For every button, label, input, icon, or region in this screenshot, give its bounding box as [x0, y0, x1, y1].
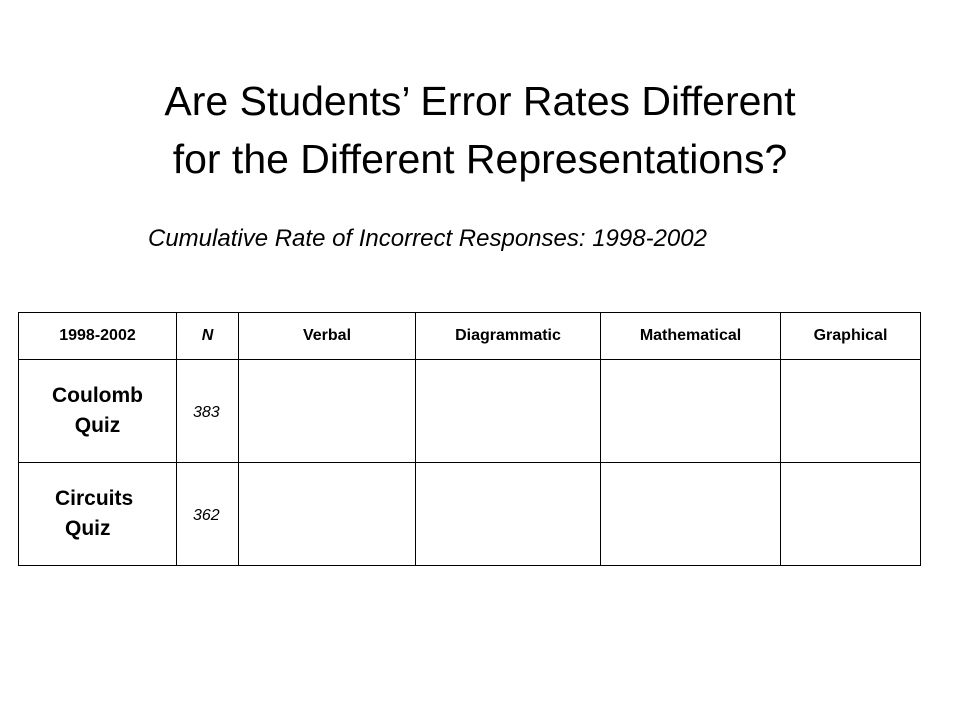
verbal-cell [239, 463, 416, 566]
mathematical-cell [601, 360, 781, 463]
row-label-circuits [19, 463, 177, 566]
row-label-line-2: Quiz [65, 517, 111, 540]
error-rate-table [18, 312, 921, 566]
title-line-1: Are Students’ Error Rates Different [164, 78, 796, 124]
row-label-line-1: Circuits [55, 487, 134, 510]
header-years: 1998-2002 [19, 313, 177, 360]
table-header-row [19, 313, 921, 360]
n-value: 362 [193, 507, 220, 524]
header-verbal: Verbal [239, 313, 416, 360]
table-row [19, 360, 921, 463]
row-label-coulomb [19, 360, 177, 463]
graphical-cell [781, 463, 921, 566]
mathematical-cell [601, 463, 781, 566]
slide-title [0, 72, 960, 188]
row-label-line-1: Coulomb [52, 384, 143, 407]
diagrammatic-cell [416, 463, 601, 566]
row-label-line-2: Quiz [74, 414, 121, 437]
header-n: N [177, 313, 239, 360]
n-value: 383 [193, 404, 220, 421]
graphical-cell [781, 360, 921, 463]
header-graphical: Graphical [781, 313, 921, 360]
header-mathematical: Mathematical [601, 313, 781, 360]
title-line-2: for the Different Representations? [172, 136, 788, 182]
n-cell [177, 463, 239, 566]
header-diagrammatic: Diagrammatic [416, 313, 601, 360]
n-cell [177, 360, 239, 463]
subtitle: Cumulative Rate of Incorrect Responses: 1998-2002 [148, 225, 707, 252]
table-row [19, 463, 921, 566]
diagrammatic-cell [416, 360, 601, 463]
verbal-cell [239, 360, 416, 463]
